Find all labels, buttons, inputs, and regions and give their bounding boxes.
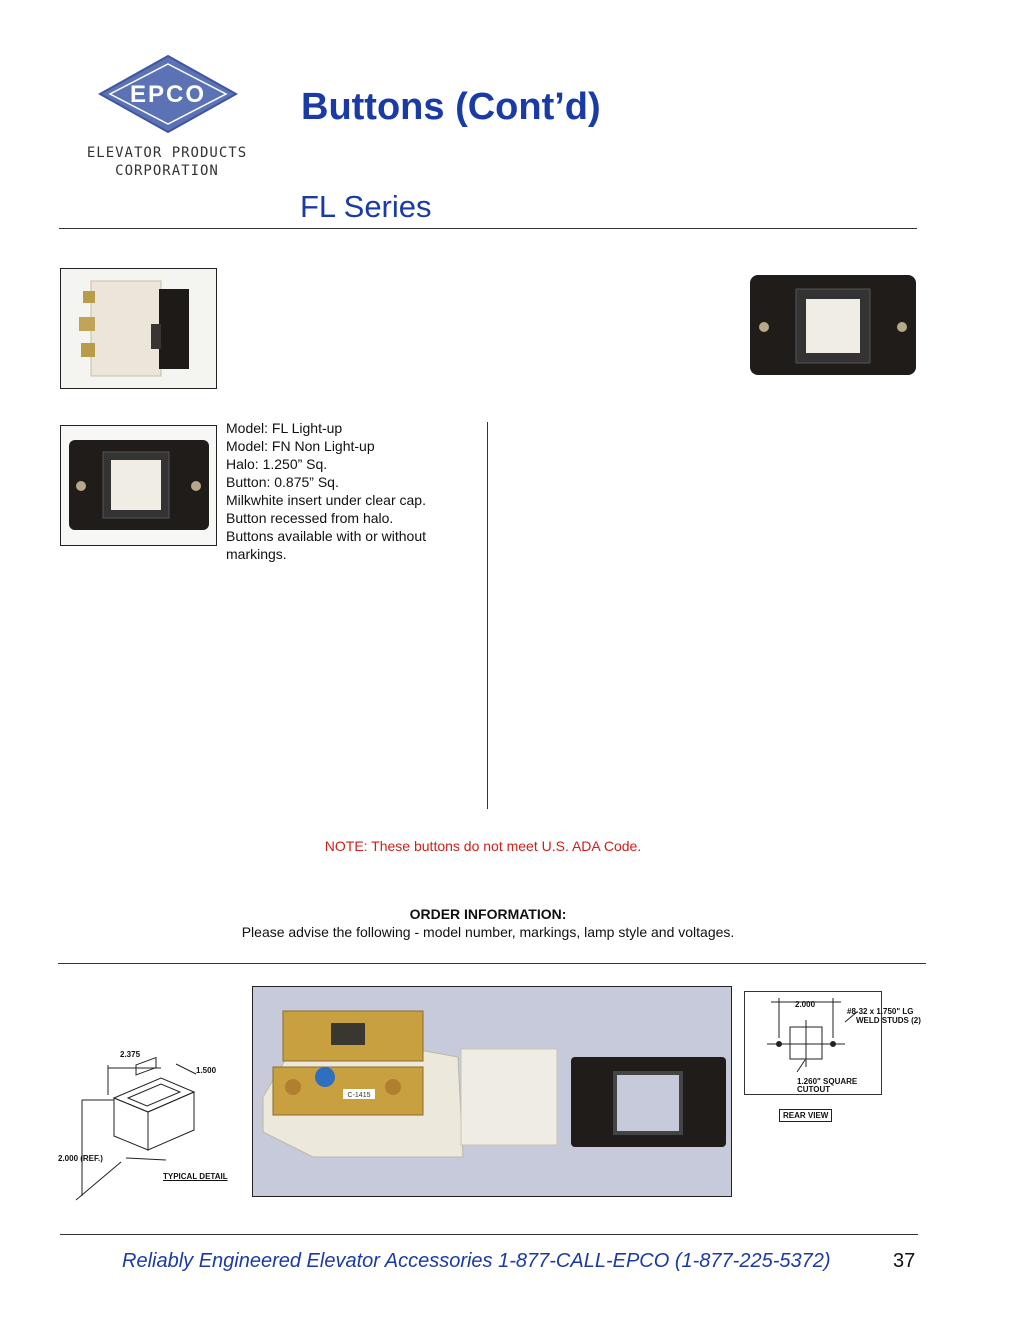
spec-item: Milkwhite insert under clear cap. bbox=[226, 492, 426, 508]
exploded-parts-photo bbox=[252, 986, 732, 1197]
rear-view-label: REAR VIEW bbox=[779, 1109, 832, 1122]
spec-item: markings. bbox=[226, 546, 287, 562]
cutout-line-1: 1.260" SQUARE bbox=[797, 1077, 858, 1086]
ada-note: NOTE: These buttons do not meet U.S. ADA Code. bbox=[324, 838, 642, 854]
svg-text:EPCO: EPCO bbox=[129, 81, 207, 108]
spec-item: Model: FL Light-up bbox=[226, 420, 343, 436]
footer-divider bbox=[60, 1234, 918, 1235]
studs-line-2: WELD STUDS (2) bbox=[856, 1016, 921, 1025]
series-title: FL Series bbox=[300, 189, 432, 224]
spec-item: Model: FN Non Light-up bbox=[226, 438, 375, 454]
cutout-line-2: CUTOUT bbox=[797, 1085, 831, 1094]
part-label: C-1415 bbox=[347, 1092, 371, 1099]
order-heading: ORDER INFORMATION: bbox=[409, 906, 567, 922]
spec-item: Button recessed from halo. bbox=[226, 510, 394, 526]
spec-item: Halo: 1.250” Sq. bbox=[226, 456, 328, 472]
spec-list bbox=[226, 419, 466, 563]
order-text: Please advise the following - model number, markings, lamp style and voltages. bbox=[241, 924, 735, 940]
dim-spacing: 2.000 bbox=[795, 1000, 816, 1009]
button-side-photo bbox=[60, 268, 217, 389]
section-divider bbox=[58, 963, 926, 964]
typical-detail-drawing bbox=[56, 1040, 241, 1210]
dim-width: 2.375 bbox=[120, 1050, 141, 1059]
header-divider bbox=[59, 228, 917, 229]
company-line-2: CORPORATION bbox=[115, 163, 219, 179]
dim-depth: 1.500 bbox=[196, 1066, 217, 1075]
button-front-photo bbox=[60, 425, 217, 546]
column-divider bbox=[487, 422, 488, 809]
rear-view-drawing bbox=[744, 991, 921, 1095]
spec-item: Button: 0.875” Sq. bbox=[226, 474, 339, 490]
company-line-1: ELEVATOR PRODUCTS bbox=[86, 145, 248, 161]
typical-detail-caption: TYPICAL DETAIL bbox=[163, 1172, 228, 1181]
button-front-photo-large bbox=[748, 267, 918, 379]
studs-line-1: #8-32 x 1.750" LG bbox=[847, 1007, 914, 1016]
spec-item: Buttons available with or without bbox=[226, 528, 426, 544]
page-title: Buttons (Cont’d) bbox=[301, 86, 601, 128]
dim-height: 2.000 (REF.) bbox=[58, 1154, 103, 1163]
footer-tagline: Reliably Engineered Elevator Accessories 1-877-CALL-EPCO (1-877-225-5372) bbox=[122, 1250, 831, 1272]
company-name bbox=[62, 144, 272, 180]
page-number: 37 bbox=[893, 1250, 916, 1272]
